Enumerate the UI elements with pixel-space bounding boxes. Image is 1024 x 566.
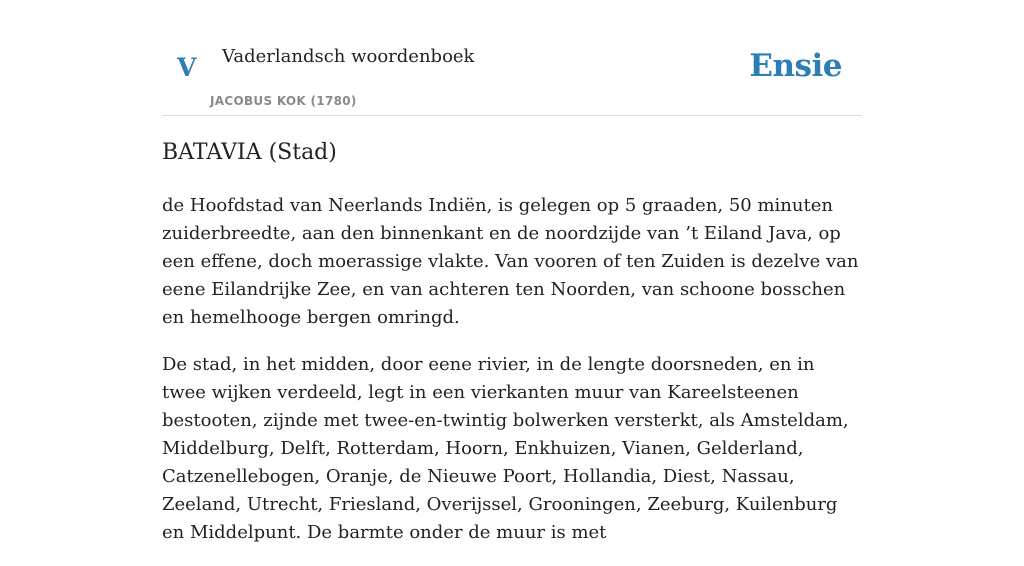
book-author: JACOBUS KOK (1780) xyxy=(210,94,357,108)
book-title[interactable]: Vaderlandsch woordenboek xyxy=(222,46,475,67)
volume-letter[interactable]: V xyxy=(177,53,197,82)
entry-body xyxy=(162,192,862,566)
entry-paragraph: De stad, in het midden, door eene rivier, in de lengte doorsneden, en in twee wijken verdeeld, legt in een vierkanten muur van Kareelsteenen bestooten, zijnde met twee-en-twintig bolwerken versterkt, als Amsteldam, Middelburg, Delft, Rotterdam, Hoorn, Enkhuizen, Vianen, Gelderland, Catzenellebogen, Oranje, de Nieuwe Poort, Hollandia, Diest, Nassau, Zeeland, Utrecht, Friesland, Overijssel, Grooningen, Zeeburg, Kuilenburg en Middelpunt. De barmte onder de muur is met xyxy=(162,354,849,543)
ensie-logo-link[interactable]: Ensie xyxy=(749,48,842,84)
entry-title: BATAVIA (Stad) xyxy=(162,140,337,165)
header xyxy=(162,0,862,116)
entry-paragraph: de Hoofdstad van Neerlands Indiën, is gelegen op 5 graaden, 50 minuten zuiderbreedte, aan den binnenkant en de noordzijde van ’t Eiland Java, op een effene, doch moerassige vlakte. Van vooren of ten Zuiden is dezelve van eene Eilandrijke Zee, en van achteren ten Noorden, van schoone bosschen en hemelhooge bergen omringd. xyxy=(162,195,859,328)
page xyxy=(162,0,862,543)
